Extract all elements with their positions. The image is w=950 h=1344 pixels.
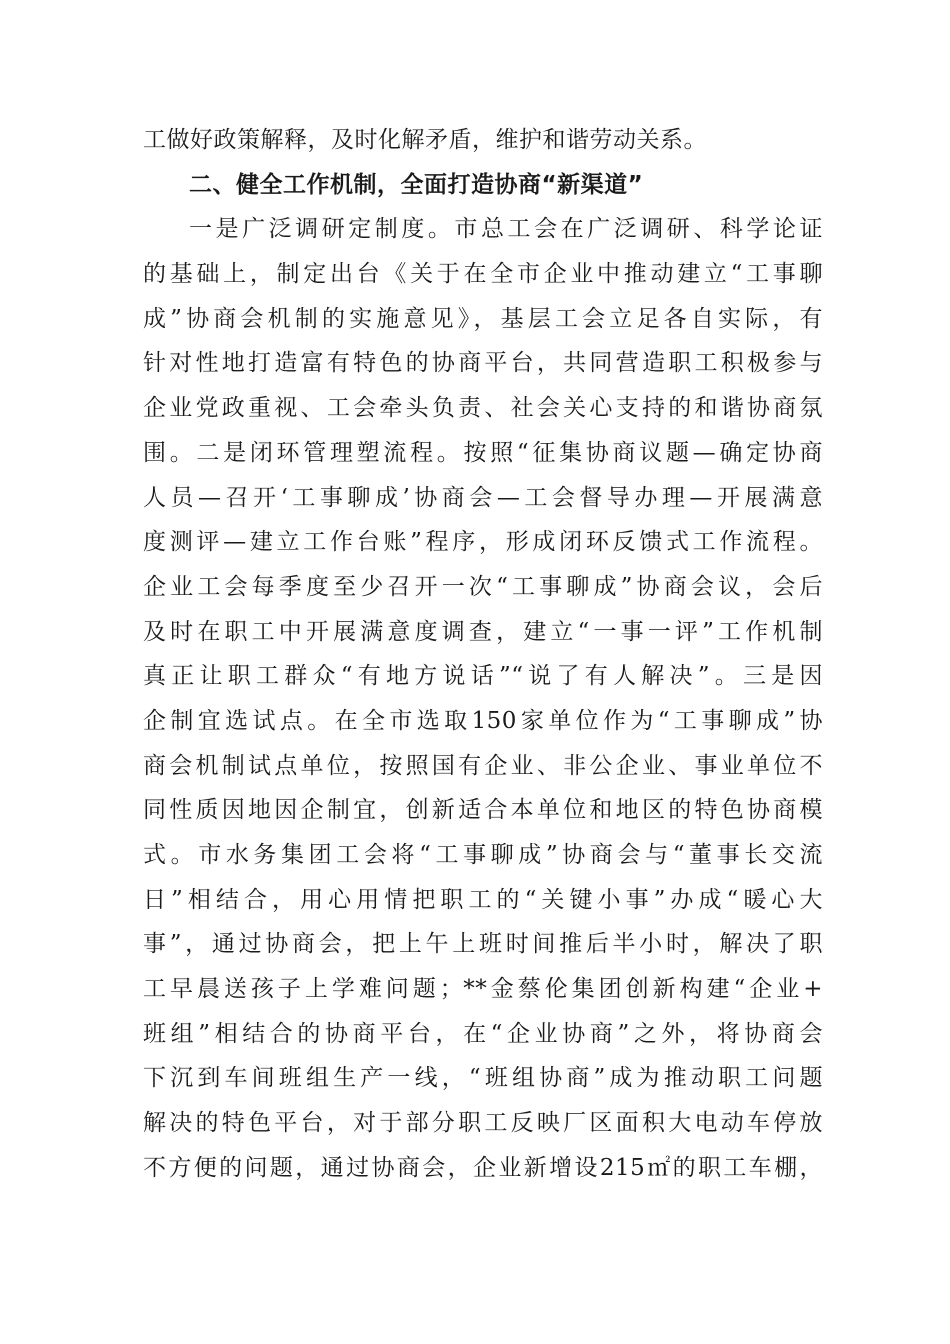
text-line: 针对性地打造富有特色的协商平台，共同营造职工积极参与 [143, 350, 823, 377]
text-line: 商会机制试点单位，按照国有企业、非公企业、事业单位不 [143, 752, 823, 779]
text-line: 企业工会每季度至少召开一次“工事聊成”协商会议，会后 [143, 573, 823, 600]
text-line: 解决的特色平台，对于部分职工反映厂区面积大电动车停放 [143, 1110, 823, 1137]
text-line: 一是广泛调研定制度。市总工会在广泛调研、科学论证 [189, 216, 823, 243]
text-line: 及时在职工中开展满意度调查，建立“一事一评”工作机制 [143, 618, 823, 645]
text-line: 日”相结合，用心用情把职工的“关键小事”办成“暖心大 [143, 886, 823, 913]
text-line: 度测评—建立工作台账”程序，形成闭环反馈式工作流程。 [143, 529, 823, 556]
text-line: 企业党政重视、工会牵头负责、社会关心支持的和谐协商氛 [143, 395, 823, 422]
text-line: 班组”相结合的协商平台，在“企业协商”之外，将协商会 [143, 1020, 823, 1047]
text-line: 企制宜选试点。在全市选取150家单位作为“工事聊成”协 [143, 707, 823, 734]
text-line: 同性质因地因企制宜，创新适合本单位和地区的特色协商模 [143, 797, 823, 824]
text-line: 工做好政策解释，及时化解矛盾，维护和谐劳动关系。 [143, 127, 707, 153]
text-line: 成”协商会机制的实施意见》，基层工会立足各自实际，有 [143, 305, 823, 332]
text-line: 下沉到车间班组生产一线，“班组协商”成为推动职工问题 [143, 1065, 823, 1092]
text-line: 事”，通过协商会，把上午上班时间推后半小时，解决了职 [143, 931, 823, 958]
text-line: 不方便的问题，通过协商会，企业新增设215㎡的职工车棚， [143, 1154, 823, 1181]
text-line: 的基础上，制定出台《关于在全市企业中推动建立“工事聊 [143, 261, 823, 288]
text-line: 围。二是闭环管理塑流程。按照“征集协商议题—确定协商 [143, 439, 823, 466]
text-line: 真正让职工群众“有地方说话”“说了有人解决”。三是因 [143, 663, 823, 690]
section-heading: 二、健全工作机制，全面打造协商“新渠道” [189, 171, 644, 198]
text-line: 人员—召开‘工事聊成’协商会—工会督导办理—开展满意 [143, 484, 823, 511]
body-text [143, 118, 823, 1191]
text-line: 工早晨送孩子上学难问题；**金蔡伦集团创新构建“企业+ [143, 976, 823, 1003]
text-line: 式。市水务集团工会将“工事聊成”协商会与“董事长交流 [143, 842, 823, 868]
